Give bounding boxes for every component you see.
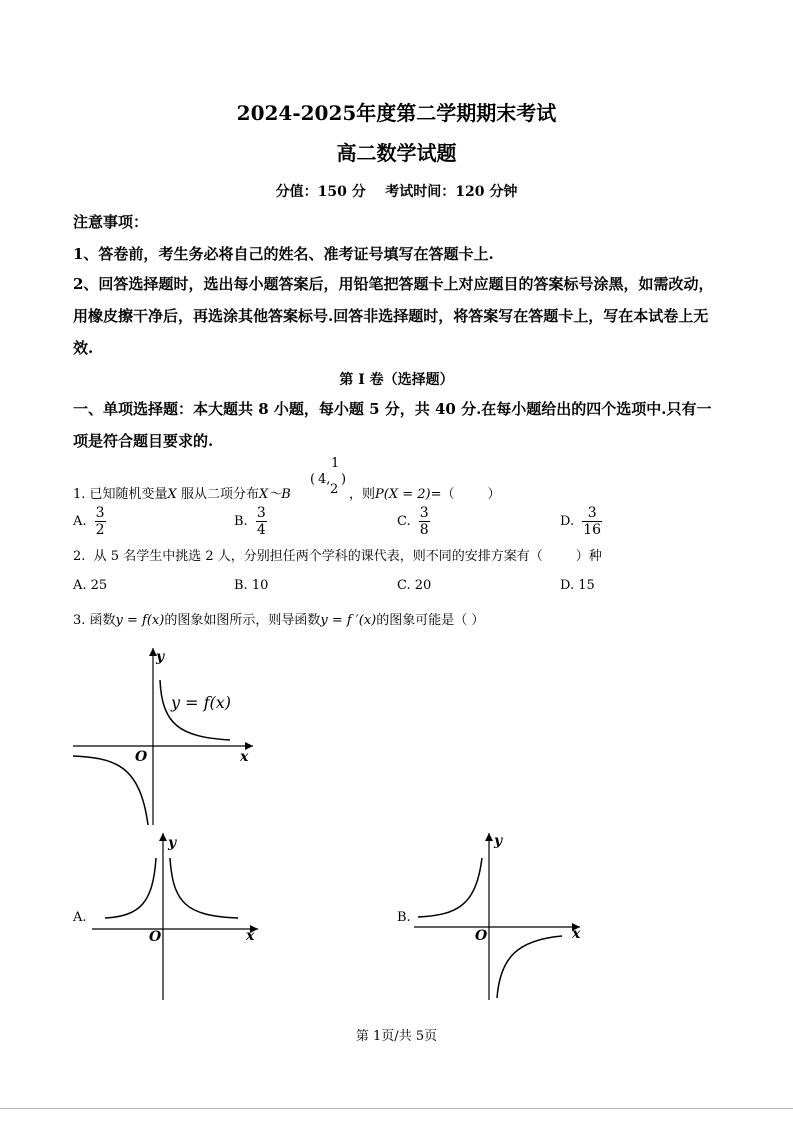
q1-option-c-fraction: $\frac{3}{8}$	[419, 505, 429, 538]
notice-item-2: 2、回答选择题时，选出每小题答案后，用铅笔把答题卡上对应题目的答案标号涂黑，如需改动，用橡皮擦干净后，再选涂其他答案标号.回答非选择题时，将答案写在答题卡上，写在本试卷上无效.	[73, 275, 714, 357]
svg-text:O: O	[149, 929, 162, 945]
q1-prefix: 1. 已知随机变量	[73, 487, 168, 502]
q1-option-c[interactable]: C. $\frac{3}{8}$	[397, 505, 429, 538]
notice-heading: 注意事项：	[73, 213, 149, 231]
main-graph-origin: O	[135, 749, 148, 765]
score-time: 分值：150 分 考试时间：120 分钟	[275, 184, 518, 200]
main-graph-y-label: y	[156, 649, 165, 665]
q3-main-graph	[65, 640, 265, 830]
q1-option-b-fraction: $\frac{3}{4}$	[256, 505, 266, 538]
svg-text:O: O	[475, 928, 488, 944]
q1-mid: 服从二项分布	[176, 487, 259, 502]
q3-option-b-label[interactable]: B.	[397, 910, 411, 925]
q2-option-a[interactable]: A. 25	[73, 578, 108, 593]
q1-var: X	[167, 487, 177, 502]
exam-subject: 高二数学试题	[336, 141, 457, 165]
q2-option-c[interactable]: C. 20	[397, 578, 432, 593]
q1-option-d-fraction: $\frac{3}{16}$	[583, 505, 602, 538]
svg-text:y: y	[494, 833, 503, 849]
q1-param-p-den: 2	[330, 482, 339, 497]
q2-option-b[interactable]: B. 10	[234, 578, 269, 593]
q3-option-a-label[interactable]: A.	[73, 910, 87, 925]
exam-title: 2024-2025年度第二学期期末考试	[236, 101, 557, 125]
q1-option-b[interactable]: B. $\frac{3}{4}$	[234, 505, 266, 538]
q1-option-d[interactable]: D. $\frac{3}{16}$	[560, 505, 602, 538]
main-graph-x-label: x	[240, 749, 249, 765]
q1-param-p-num: 1	[331, 456, 340, 471]
q3-func: y = f(x)	[115, 613, 165, 628]
question-2: 2. 从 5 名学生中挑选 2 人，分别担任两个学科的课代表，则不同的安排方案有（ ）种	[73, 549, 602, 564]
q1-prob: P(X = 2)	[375, 487, 431, 502]
q1-option-a[interactable]: A. $\frac{3}{2}$	[73, 505, 105, 538]
q3-deriv: y = f ′(x)	[320, 613, 377, 628]
page-bottom-rule	[0, 1108, 793, 1109]
q2-option-d[interactable]: D. 15	[560, 578, 595, 593]
q1-option-a-fraction: $\frac{3}{2}$	[95, 505, 105, 538]
q1-tail	[349, 483, 501, 502]
q1-suffix-b: =（ ）	[430, 487, 501, 502]
q1-dist: X～B	[258, 487, 291, 502]
main-graph-function-label: y = f(x)	[171, 693, 232, 712]
section-instruction: 一、单项选择题：本大题共 8 小题，每小题 5 分，共 40 分.在每小题给出的四个选项中.只有一项是符合题目要求的.	[73, 400, 712, 450]
q3-option-b-graph[interactable]	[412, 828, 587, 1003]
q1-param-n: 4,	[318, 472, 331, 487]
svg-text:y: y	[168, 835, 177, 851]
svg-text:x: x	[246, 928, 255, 944]
question-3: 3. 函数y = f(x)的图象如图所示，则导函数y = f ′(x)的图象可能是（ ）	[73, 613, 485, 628]
q3-option-a-graph[interactable]	[90, 828, 265, 1003]
section-title: 第 I 卷（选择题）	[339, 372, 454, 388]
question-1	[73, 483, 291, 502]
notice-item-1: 1、答卷前，考生务必将自己的姓名、准考证号填写在答题卡上.	[73, 245, 494, 263]
q1-suffix-a: ，则	[349, 487, 376, 502]
page-footer: 第 1页/共 5页	[355, 1029, 438, 1044]
svg-text:x: x	[572, 926, 581, 942]
